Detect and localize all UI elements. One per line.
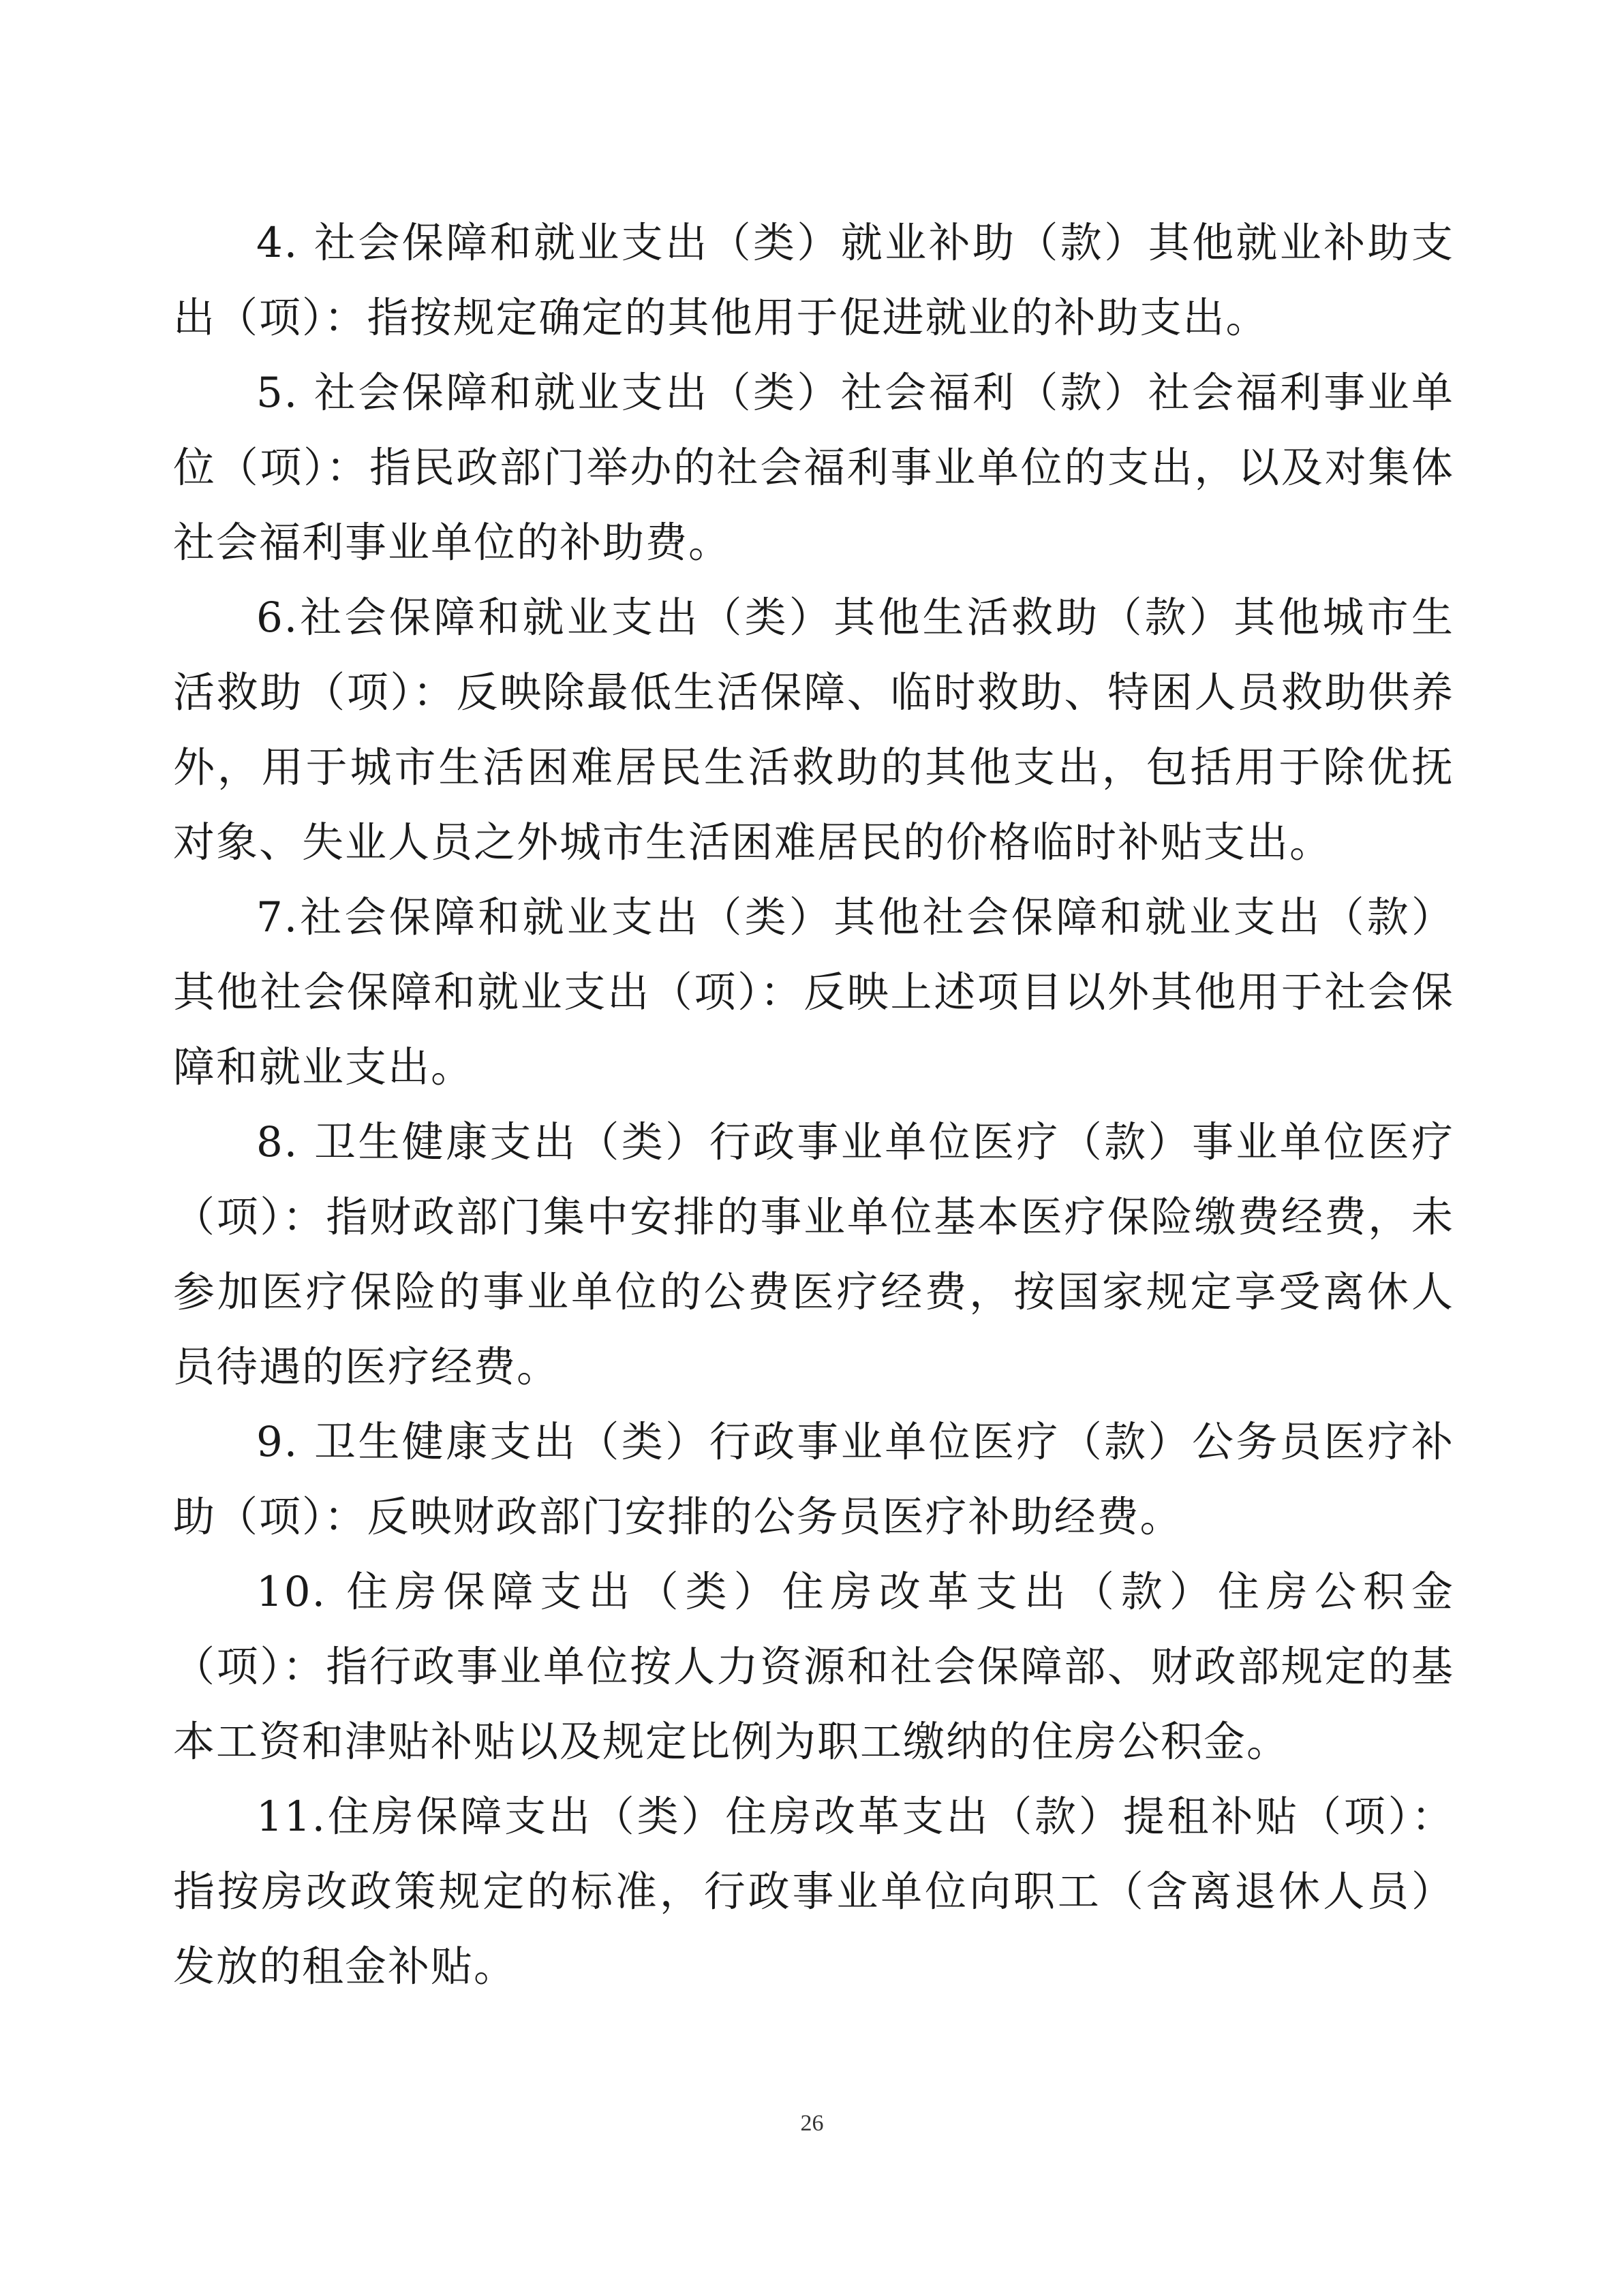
paragraph-item-11: 11.住房保障支出（类）住房改革支出（款）提租补贴（项）：指按房改政策规定的标准，行政事业单位向职工（含离退休人员）发放的租金补贴。	[173, 1793, 1454, 1991]
paragraph-item-4: 4. 社会保障和就业支出（类）就业补助（款）其他就业补助支出（项）：指按规定确定的其他用于促进就业的补助支出。	[173, 219, 1454, 342]
paragraph-item-7: 7.社会保障和就业支出（类）其他社会保障和就业支出（款）其他社会保障和就业支出（项）：反映上述项目以外其他用于社会保障和就业支出。	[173, 893, 1454, 1091]
paragraph-item-6: 6.社会保障和就业支出（类）其他生活救助（款）其他城市生活救助（项）：反映除最低生活保障、临时救助、特困人员救助供养外，用于城市生活困难居民生活救助的其他支出，包括用于除优抚对象、失业人员之外城市生活困难居民的价格临时补贴支出。	[173, 593, 1454, 867]
paragraph-item-5: 5. 社会保障和就业支出（类）社会福利（款）社会福利事业单位（项）：指民政部门举办的社会福利事业单位的支出，以及对集体社会福利事业单位的补助费。	[173, 369, 1454, 567]
paragraph-item-8: 8. 卫生健康支出（类）行政事业单位医疗（款）事业单位医疗（项）：指财政部门集中安排的事业单位基本医疗保险缴费经费，未参加医疗保险的事业单位的公费医疗经费，按国家规定享受离休人员待遇的医疗经费。	[173, 1118, 1454, 1391]
page-number: 26	[800, 2111, 824, 2136]
paragraph-item-9: 9. 卫生健康支出（类）行政事业单位医疗（款）公务员医疗补助（项）：反映财政部门安排的公务员医疗补助经费。	[173, 1418, 1454, 1541]
document-body	[173, 206, 1454, 2004]
paragraph-item-10: 10. 住房保障支出（类）住房改革支出（款）住房公积金（项）：指行政事业单位按人力资源和社会保障部、财政部规定的基本工资和津贴补贴以及规定比例为职工缴纳的住房公积金。	[173, 1568, 1454, 1766]
